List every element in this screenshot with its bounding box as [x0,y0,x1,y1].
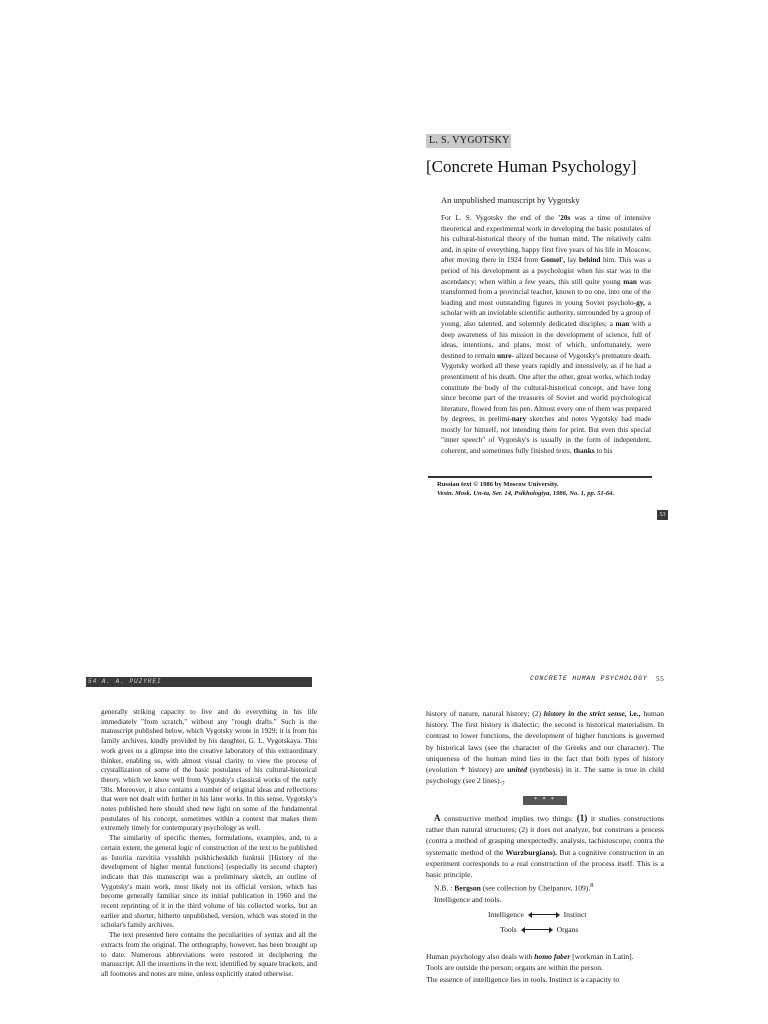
text: N.B. : [434,883,455,893]
note-marker: 8 [590,882,594,890]
text: + [460,764,466,775]
text: history [543,709,566,718]
paragraph: The similarity of specific themes, formulations, examples, and, to a certain extent, the general logic of construction of the text to be published as Istoriia razvitiia vysshikh psikhicheskikh funktsii [History of the development of higher mental functions] (especially its second chapter) indicate that this manuscript was a preliminary sketch, an outline of Vygotsky's main work, most likely not its official version, which has become generally familiar since its initial publication in 1960 and the recent reprinting of it in the third volume of his collected works, but an earlier and shorter, hitherto unpublished, version, which was stored in the scholar's family archives. [101,834,317,930]
text: Human psychology also deals with [426,952,535,962]
text: history of nature, natural history; (2) [426,709,544,718]
text: (see collection by Chelpanov, 109). [480,883,591,893]
intro-text: '20s [558,213,571,222]
text: (1) [576,812,588,823]
intro-text: was transformed from a provincial teacher, known to no one, into one of the leading and most outstanding figures in young Soviet psycholo- [441,276,651,307]
footnote-citation: Vestn. Mosk. Un-ta, Ser. 14, Psikhologiya, 1986, No. 1, pp. 51-64. [437,490,615,497]
intro-text: For L. S. Vygotsky the end of the [441,213,559,222]
intro-text: was a time of intensive theoretical and experimental work in developing the basic postulates of his cultural-historical theory of the human mind. The relatively calm and, in spite of everything, happy first five years of his life in Moscow, after moving there in 1924 from [441,213,651,265]
article-title: [Concrete Human Psychology] [426,157,637,176]
text: human history. The first history is dialectic; the second is historical materialism. In contrast to lower functions, the development of higher functions is governed by historical laws (see the character of the Greeks and our character). The uniqueness of the human mind lies in the fact that both types of history (evolution [426,709,664,775]
page-number: 53 [657,510,668,520]
diagram-label: Tools [500,925,517,935]
text: A [434,812,441,823]
intro-text: Gomel', [540,255,566,265]
intro-text: unre- [497,350,514,360]
paragraph [426,813,664,880]
intro-text: a scholar with an inviolable scientific authority, surrounded by a group of young, also talented, and solemnly dedicated disciples; a [441,297,651,328]
paragraph: The text presented here contains the peculiarities of syntax and all the extracts from the original. The orthography, however, has been brought up to date. Numerous abbreviations were restored in deciphering the manuscript. All the insertions in the text, identified by square brackets, and all footnotes and notes are mine, unless explicitly stated otherwise. [101,931,317,978]
intelligence-instinct-diagram [426,909,664,945]
footnote-copyright: Russian text © 1986 by Moscow University. [437,481,559,488]
intro-text: gy, [636,297,645,307]
paragraph: Intelligence and tools. [434,894,502,904]
article-subtitle: An unpublished manuscript by Vygotsky [441,195,580,205]
running-header-right [530,675,670,682]
intro-text: alized because of Vygotsky's premature death. Vygotsky worked all these years rapidly and intensively, as if he had a presentiment of his death. One after the other, great works, which today constitute the body of the cultural-historical concept, and have long since become part of the treasures of Soviet and world psychological literature, flowed from his pen. Almost every one of them was prepared by degrees, in prelimi- [441,350,651,424]
double-arrow-icon [521,927,553,933]
text: history) are [465,765,508,775]
paragraph: Tools are outside the person; organs are within the person. [426,963,603,973]
intro-text: him. This was a period of his development as a psychologist when his star was in the ascendancy; when within a few years, this still quite young [441,255,651,286]
intro-text: man [623,276,637,286]
right-page-body [426,708,664,985]
diagram-row [500,924,578,935]
page-number: 55 [656,675,665,683]
left-page-body [101,708,317,980]
text: (synthesis) in it. The same is true in child psychology (see 2 lines). [426,765,665,786]
diagram-label: Intelligence [488,910,524,920]
running-header-left: 54 A. A. PUZYREI [86,677,312,687]
double-arrow-icon [528,912,560,918]
footnote-divider [428,476,652,478]
paragraph: generally striking capacity to live and do everything in his life immediately "from scratch," without any "rough drafts." Such is the manuscript published below, which Vygotsky wrote in 1929; it is from his family archives, kindly provided by his daughter, G. L. Vygotskaya. This work gives us a glimpse into the creative laboratory of this extraordinary thinker, enabling us, with almost visual clarity, to view the process of crystallization of some of the basic postulates of his cultural-historical theory, which we know well from Vygotsky's classical works of the early '30s. Moreover, it also contains a number of original ideas and reflections that were not dealt with further in his later works. In this sense, Vygotsky's notes published here should shed new light on some of the fundamental postulates of his concept, sometimes within a context that makes them extremely timely for contemporary psychology as well. [101,708,317,833]
bottom-spread [0,660,768,1024]
text: [workman in Latin]. [570,952,634,962]
text: constructive method implies two things: [440,813,577,823]
intro-text: sketches and notes Vygotsky had made mostly for himself, not intending them for print. But even this special "inner speech" of Vygotsky's is usually in the form of independent, coherent, and sometimes fully finished texts, [441,414,651,456]
running-header-title: CONCRETE HUMAN PSYCHOLOGY [530,675,648,682]
text: it studies constructions rather than natural structures; (2) it does not analyze, but construes a process (contra a method of grasping unexpectedly, analysis, tachistoscope; contra the systematic method of the [426,813,664,857]
intro-paragraph [441,213,651,457]
diagram-row [488,909,586,920]
text: Bergson [454,883,481,893]
paragraph: The essence of intelligence lies in tools. Instinct is a capacity to [426,974,620,984]
text: i.e., [629,709,641,718]
intro-text: behind [578,255,601,265]
intro-text: with a deep awareness of his mission in the development of science, full of ideas, intentions, and plans, most of which, unfortunately, were destined to remain [441,318,651,360]
intro-text: to his [594,446,613,456]
source-footnote [437,480,657,498]
intro-text: man [615,318,630,328]
text: But a cognitive construction in an experiment corresponds to a real construction of the process itself. This is a basic principle. [426,847,665,879]
section-separator: * * * [523,796,567,805]
intro-text: lay [565,255,579,265]
note-marker: 7 [501,780,505,788]
paragraph [426,708,664,790]
text: homo faber [534,952,571,962]
diagram-label: Instinct [563,910,587,920]
paragraph [426,951,664,962]
intro-text: thanks [573,446,595,456]
author-name: L. S. VYGOTSKY [426,134,511,148]
text: in the strict sense, [568,709,627,718]
diagram-label: Organs [556,925,579,935]
text: Wurzburgians). [505,847,558,857]
text: united [507,765,528,775]
paragraph [426,880,664,894]
intro-text: nary [511,414,527,424]
